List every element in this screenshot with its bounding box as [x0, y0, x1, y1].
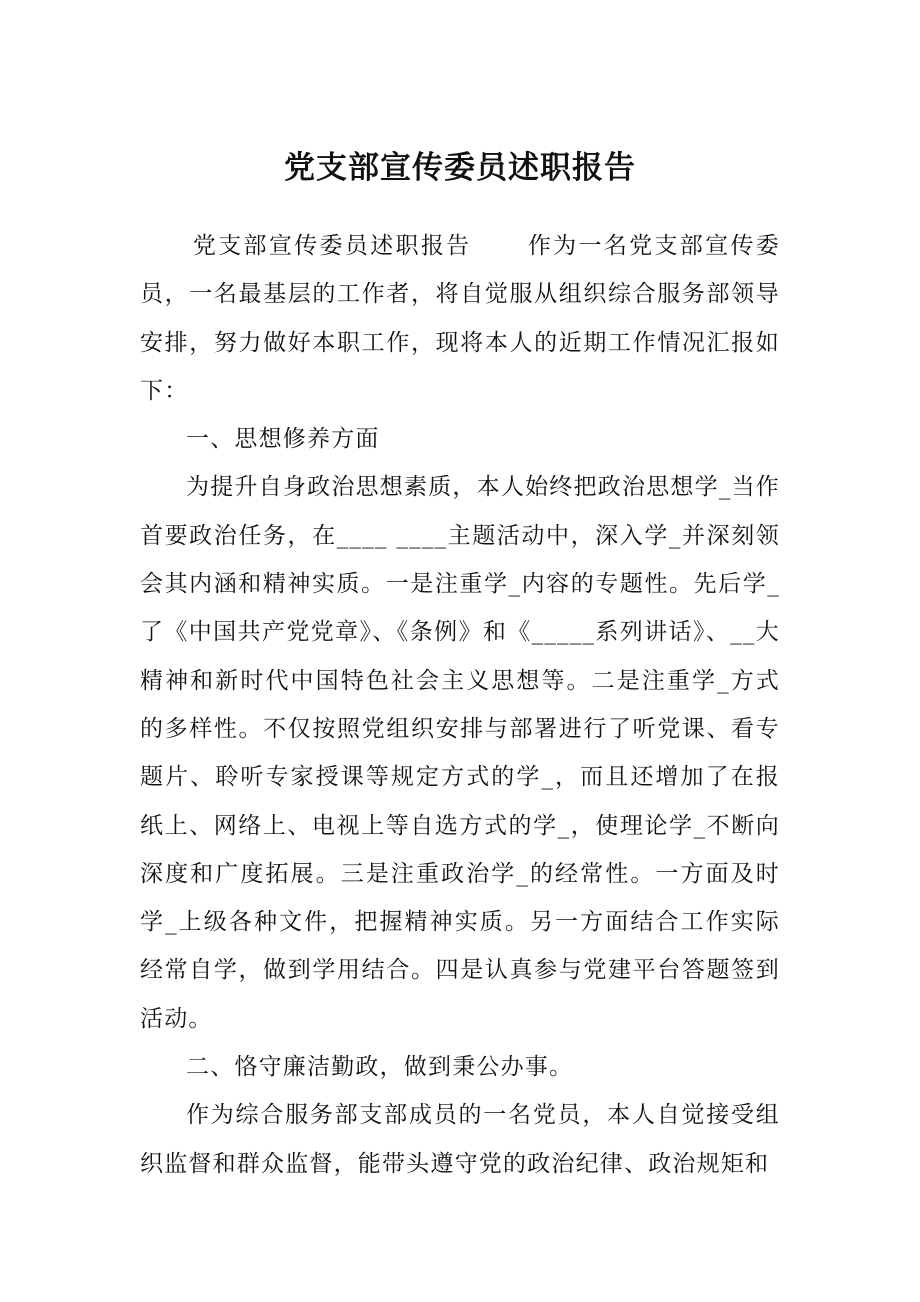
intro-heading-repeat: 党支部宣传委员述职报告 — [192, 233, 472, 259]
section-1-paragraph: 为提升自身政治思想素质，本人始终把政治思想学_当作首要政治任务，在____ ____主题活动中，深入学_并深刻领会其内涵和精神实质。一是注重学_内容的专题性。先后学_了《中国共产党党章》、《条例》和《_____系列讲话》、__大精神和新时代中国特色社会主义思想等。二是注重学_方式的多样性。不仅按照党组织安排与部署进行了听党课、看专题片、聆听专家授课等规定方式的学_，而且还增加了在报纸上、网络上、电视上等自选方式的学_，使理论学_不断向深度和广度拓展。三是注重政治学_的经常性。一方面及时学_上级各种文件，把握精神实质。另一方面结合工作实际经常自学，做到学用结合。四是认真参与党建平台答题签到活动。 — [140, 474, 780, 1032]
document-title: 党支部宣传委员述职报告 — [284, 150, 636, 186]
section-1-heading: 一、思想修养方面 — [186, 426, 380, 453]
section-2-heading: 二、恪守廉洁勤政，做到秉公办事。 — [186, 1054, 574, 1081]
intro-paragraph — [140, 222, 780, 415]
document-body — [140, 222, 780, 1188]
section-2-paragraph: 作为综合服务部支部成员的一名党员，本人自觉接受组织监督和群众监督，能带头遵守党的政治纪律、政治规矩和 — [140, 1102, 780, 1177]
intro-text: 作为一名党支部宣传委员，一名最基层的工作者，将自觉服从组织综合服务部领导安排，努力做好本职工作，现将本人的近期工作情况汇报如下： — [140, 233, 780, 404]
